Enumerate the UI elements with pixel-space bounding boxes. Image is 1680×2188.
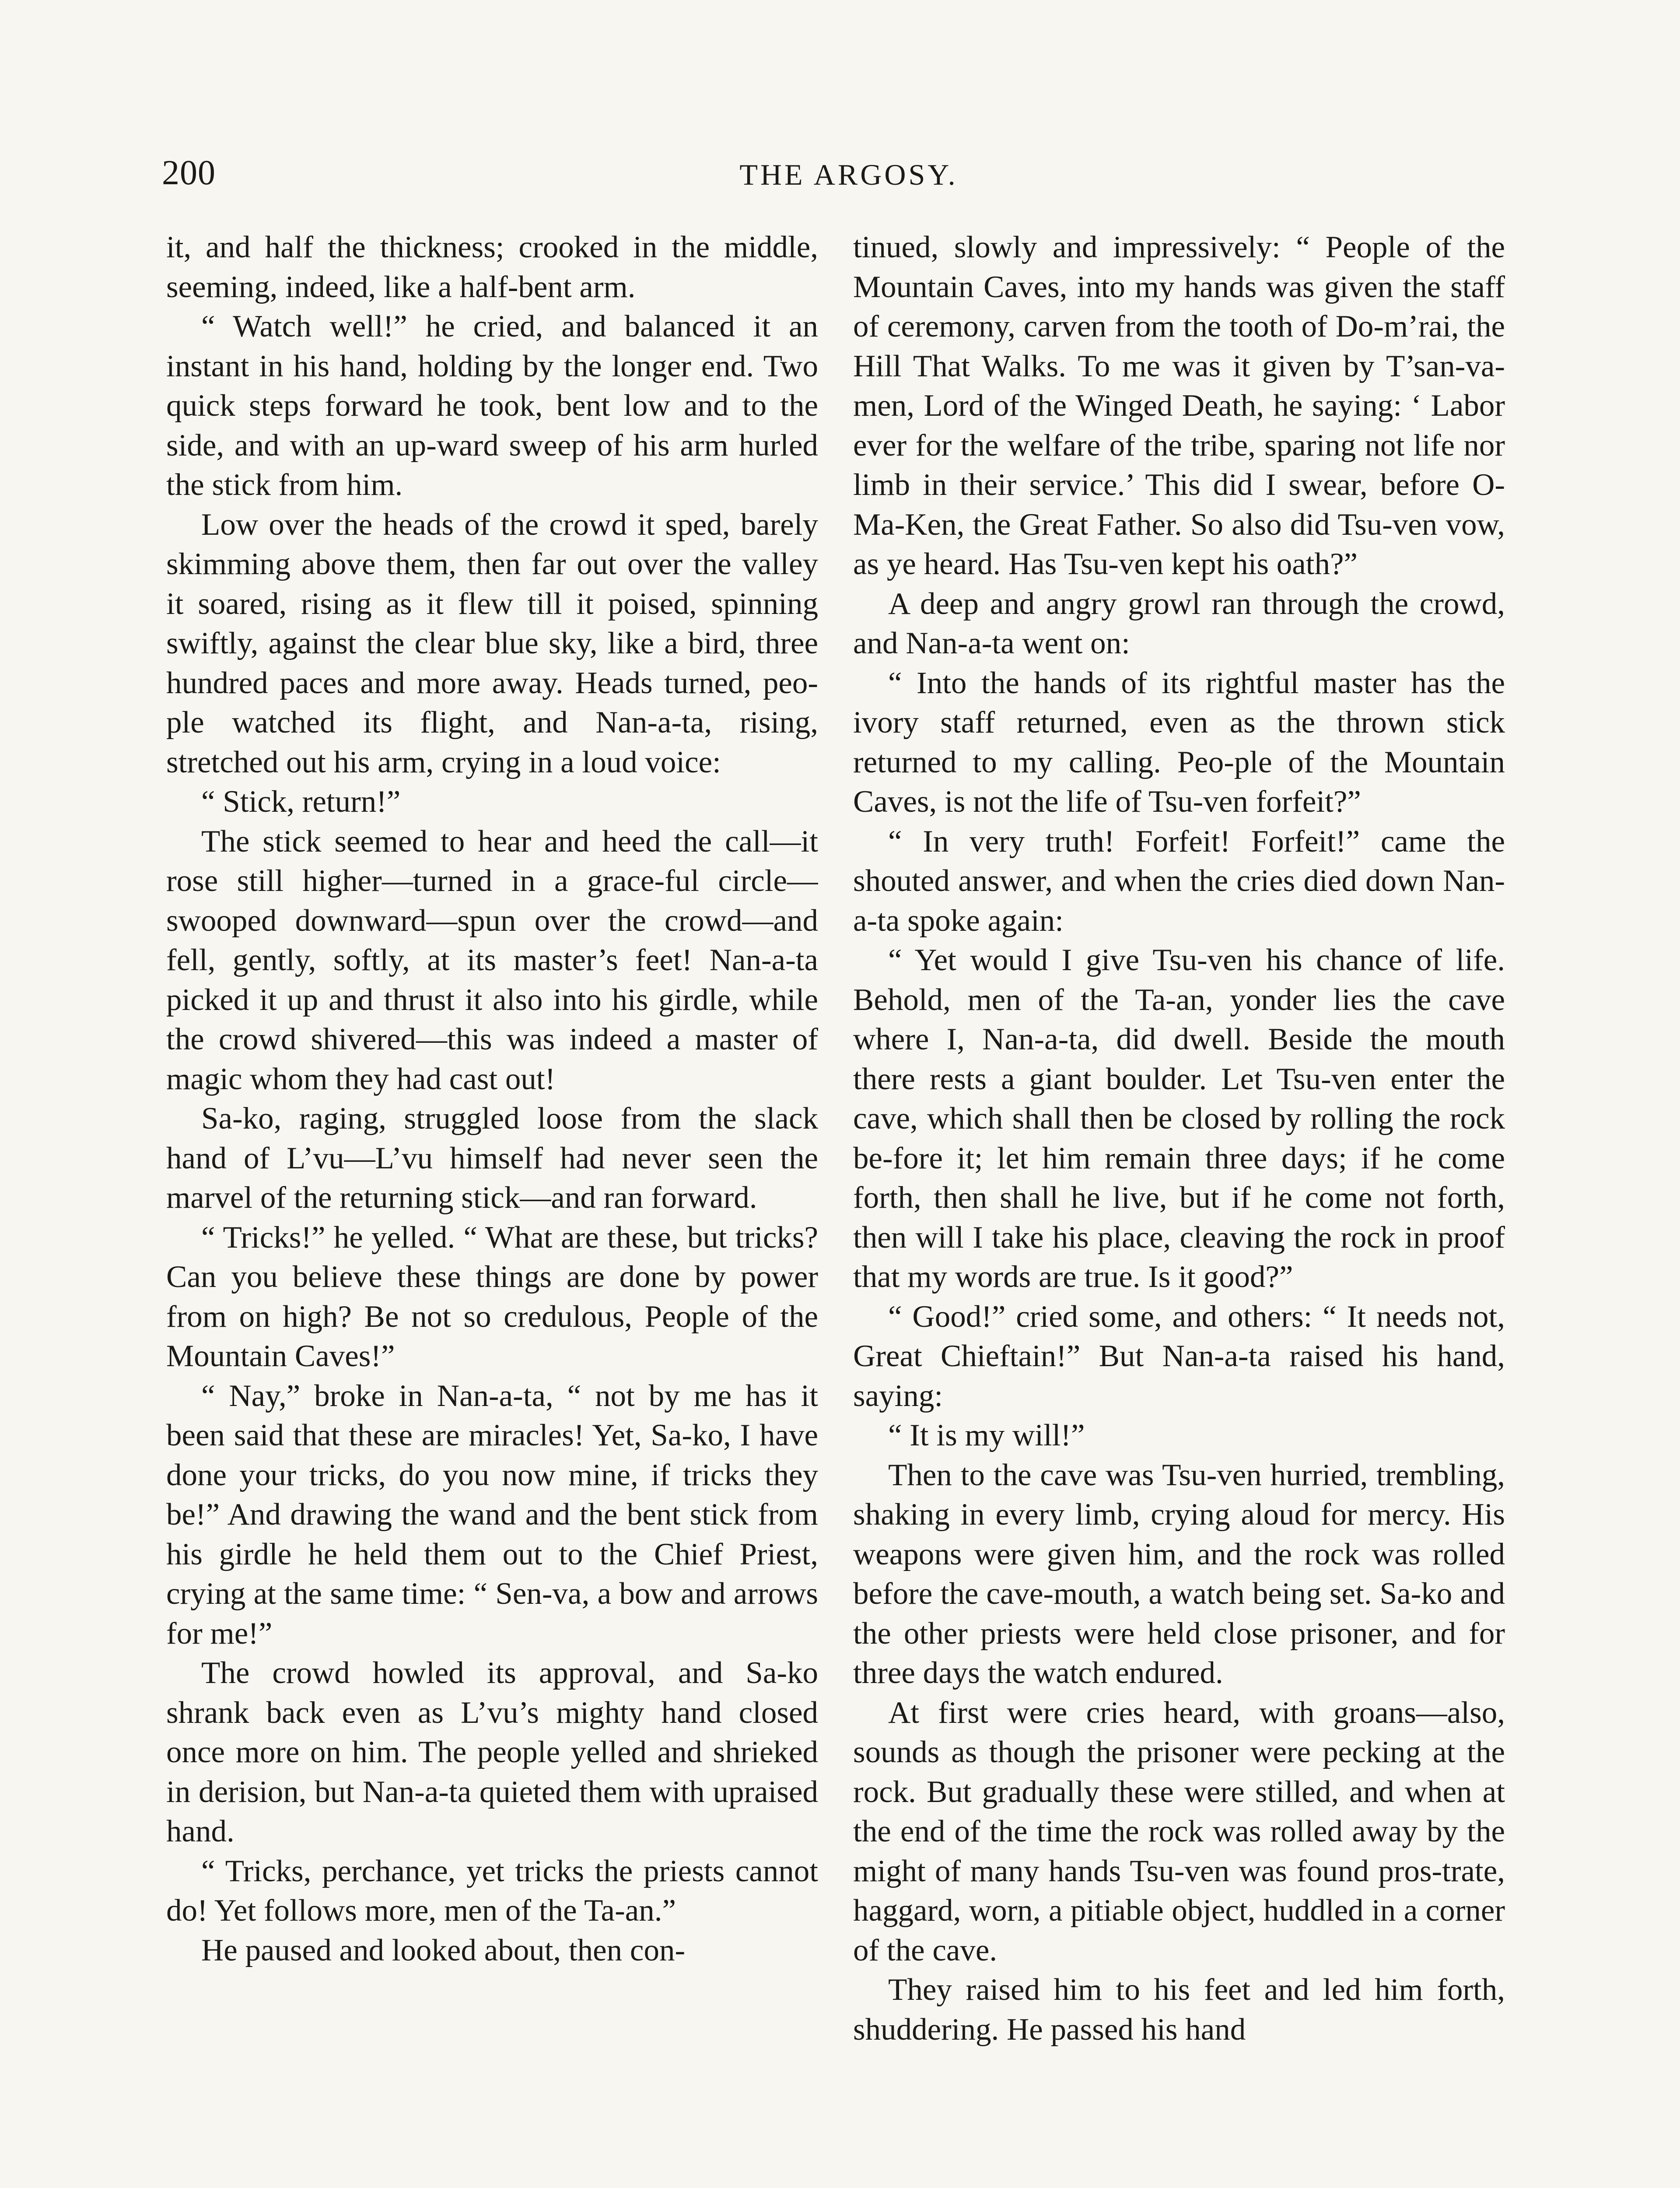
right-text-column: [853, 228, 1505, 2188]
left-column-paragraph: “ Nay,” broke in Nan-a-ta, “ not by me has it been said that these are miracles! Yet, Sa-ko, I have done your tricks, do you now mine, if tricks they be!” And drawing the wand and the bent stick from his girdle he held them out to the Chief Priest, crying at the same time: “ Sen-va, a bow and arrows for me!”: [166, 1378, 818, 1651]
left-column-paragraph: He paused and looked about, then con-: [201, 1933, 686, 1967]
right-column-paragraph: They raised him to his feet and led him forth, shuddering. He passed his hand: [853, 1973, 1505, 2047]
page-number: 200: [162, 154, 216, 192]
left-text-column: [166, 228, 818, 2188]
left-column-paragraph: it, and half the thickness; crooked in the middle, seeming, indeed, like a half-bent arm.: [166, 230, 818, 304]
running-title: THE ARGOSY.: [739, 158, 958, 191]
right-column-paragraph: “ Yet would I give Tsu-ven his chance of life. Behold, men of the Ta-an, yonder lies the cave where I, Nan-a-ta, did dwell. Beside the mouth there rests a giant boulder. Let Tsu-ven enter the cave, which shall then be closed by rolling the rock be-fore it; let him remain three days; if he come forth, then shall he live, but if he come not forth, then will I take his place, cleaving the rock in proof that my words are true. Is it good?”: [853, 943, 1505, 1294]
left-column-paragraph: “ Stick, return!”: [201, 785, 401, 819]
page-header: [162, 144, 1536, 206]
left-column-paragraph: “ Watch well!” he cried, and balanced it an instant in his hand, holding by the longer end. Two quick steps forward he took, bent low and to the side, and with an up-ward sweep of his arm hurled the stick from him.: [166, 309, 818, 502]
right-column-paragraph: “ In very truth! Forfeit! Forfeit!” came the shouted answer, and when the cries died down Nan-a-ta spoke again:: [853, 824, 1505, 938]
right-column-paragraph: Then to the cave was Tsu-ven hurried, trembling, shaking in every limb, crying aloud for mercy. His weapons were given him, and the rock was rolled before the cave-mouth, a watch being set. Sa-ko and the other priests were held close prisoner, and for three days the watch endured.: [853, 1458, 1505, 1690]
right-column-paragraph: tinued, slowly and impressively: “ People of the Mountain Caves, into my hands was given the staff of ceremony, carven from the tooth of Do-m’rai, the Hill That Walks. To me was it given by T’san-va-men, Lord of the Winged Death, he saying: ‘ Labor ever for the welfare of the tribe, sparing not life nor limb in their service.’ This did I swear, before O-Ma-Ken, the Great Father. So also did Tsu-ven vow, as ye heard. Has Tsu-ven kept his oath?”: [853, 230, 1505, 581]
left-column-paragraph: The crowd howled its approval, and Sa-ko shrank back even as L’vu’s mighty hand closed once more on him. The people yelled and shrieked in derision, but Nan-a-ta quieted them with upraised hand.: [166, 1656, 818, 1848]
right-column-paragraph: “ Into the hands of its rightful master has the ivory staff returned, even as the thrown stick returned to my calling. Peo-ple of the Mountain Caves, is not the life of Tsu-ven forfeit?”: [853, 666, 1505, 819]
right-column-paragraph: At first were cries heard, with groans—also, sounds as though the prisoner were pecking at the rock. But gradually these were stilled, and when at the end of the time the rock was rolled away by the might of many hands Tsu-ven was found pros-trate, haggard, worn, a pitiable object, huddled in a corner of the cave.: [853, 1695, 1505, 1967]
left-column-paragraph: The stick seemed to hear and heed the call—it rose still higher—turned in a grace-ful circle—swooped downward—spun over the crowd—and fell, gently, softly, at its master’s feet! Nan-a-ta picked it up and thrust it also into his girdle, while the crowd shivered—this was indeed a master of magic whom they had cast out!: [166, 824, 818, 1096]
right-column-paragraph: A deep and angry growl ran through the crowd, and Nan-a-ta went on:: [853, 586, 1505, 660]
right-column-paragraph: “ It is my will!”: [888, 1418, 1085, 1452]
right-column-paragraph: “ Good!” cried some, and others: “ It needs not, Great Chieftain!” But Nan-a-ta raised his hand, saying:: [853, 1299, 1505, 1413]
left-column-paragraph: “ Tricks, perchance, yet tricks the priests cannot do! Yet follows more, men of the Ta-an.”: [166, 1854, 818, 1928]
left-column-paragraph: Low over the heads of the crowd it sped, barely skimming above them, then far out over the valley it soared, rising as it flew till it poised, spinning swiftly, against the clear blue sky, like a bird, three hundred paces and more away. Heads turned, peo-ple watched its flight, and Nan-a-ta, rising, stretched out his arm, crying in a loud voice:: [166, 507, 818, 779]
left-column-paragraph: Sa-ko, raging, struggled loose from the slack hand of L’vu—L’vu himself had never seen the marvel of the returning stick—and ran forward.: [166, 1101, 818, 1215]
left-column-paragraph: “ Tricks!” he yelled. “ What are these, but tricks? Can you believe these things are done by power from on high? Be not so credulous, People of the Mountain Caves!”: [166, 1220, 818, 1373]
